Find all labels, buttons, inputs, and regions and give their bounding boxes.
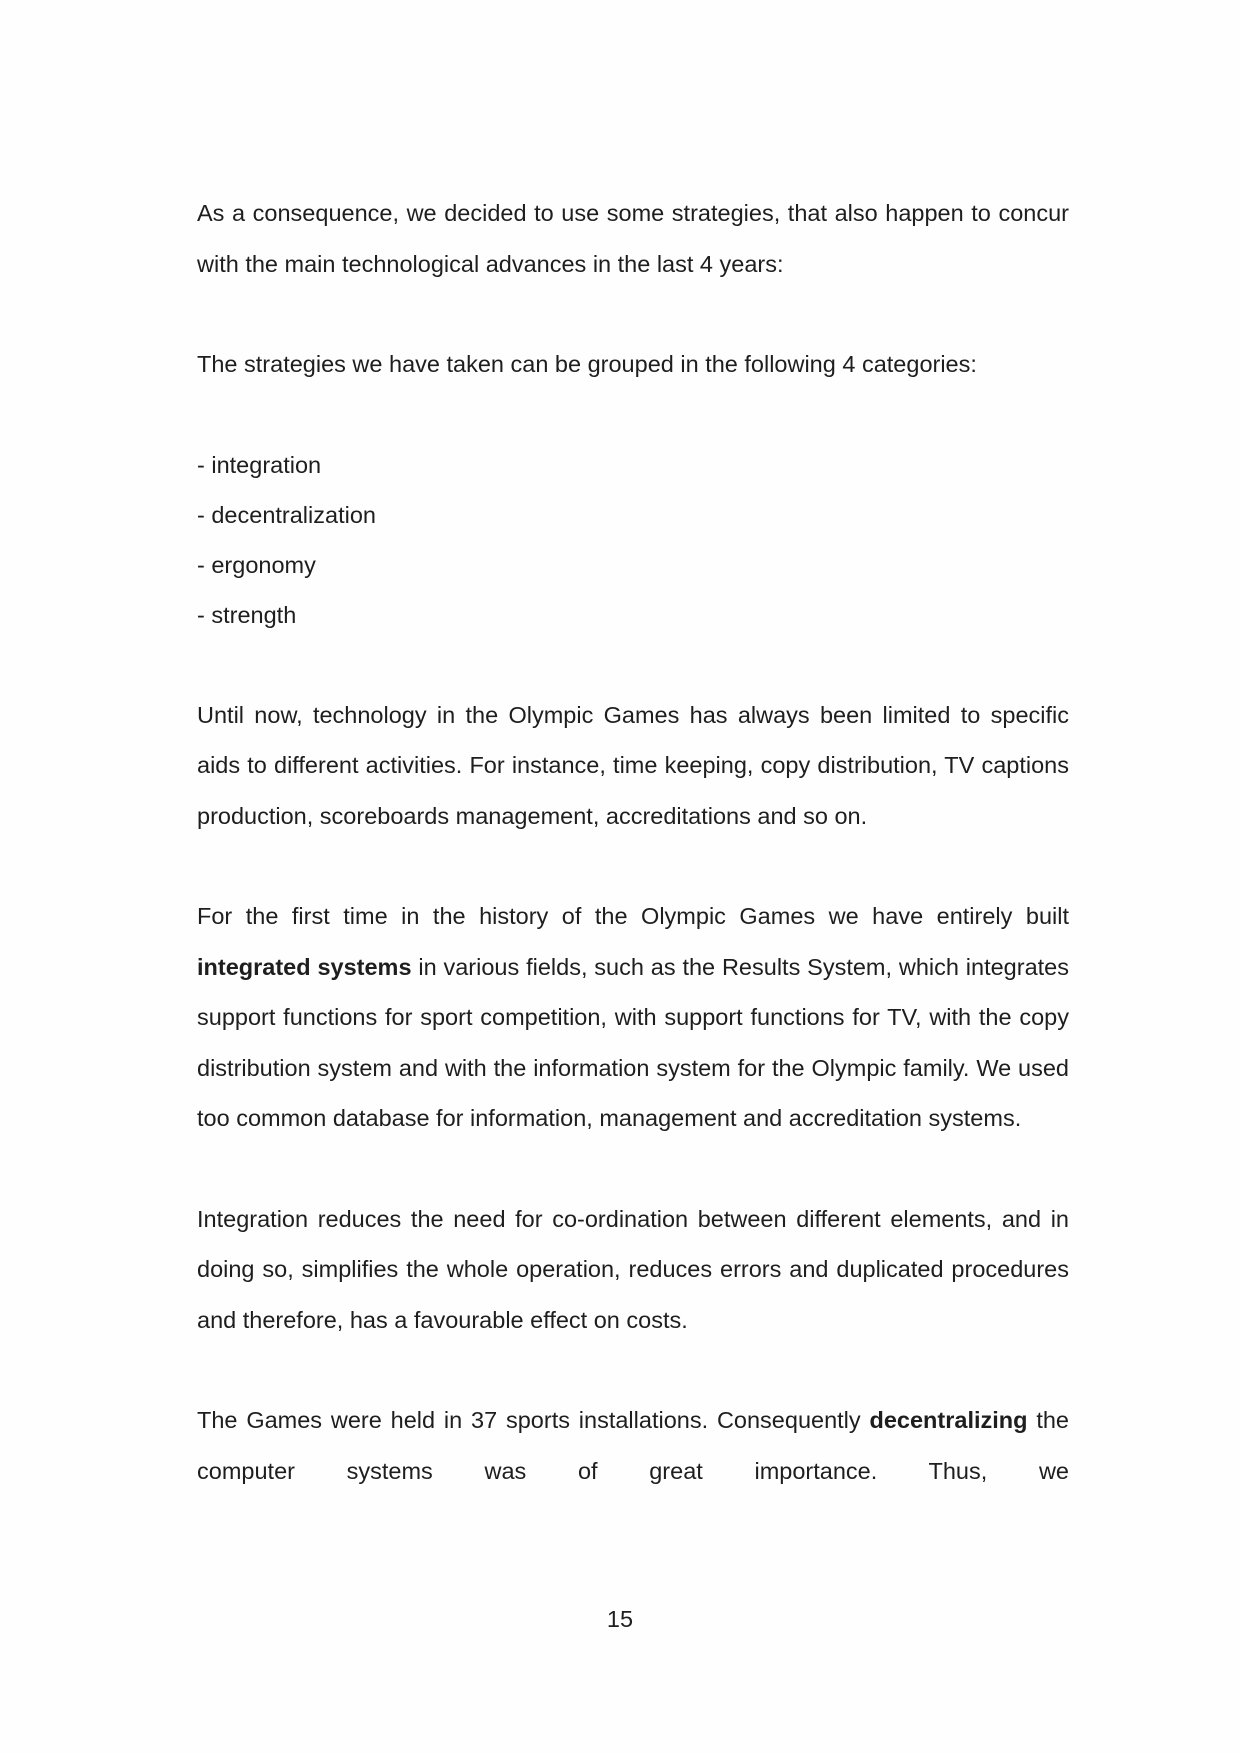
list-item: - integration — [197, 451, 322, 478]
list-item: - ergonomy — [197, 551, 316, 578]
paragraph-games — [197, 1395, 1069, 1496]
strategy-list — [197, 440, 1069, 640]
paragraph-integration: Integration reduces the need for co-ordination between different elements, and in doing so, simplifies the whole operation, reduces errors and duplicated procedures and therefore, has a favourable effect on costs. — [197, 1205, 1069, 1333]
text-span: For the first time in the history of the Olympic Games we have entirely built — [197, 903, 1069, 929]
text-span: the computer systems was of great importance. Thus, we — [197, 1407, 1069, 1484]
paragraph-strategies: The strategies we have taken can be grouped in the following 4 categories: — [197, 351, 977, 377]
text-span: The Games were held in 37 sports installations. Consequently — [197, 1407, 870, 1433]
page-number: 15 — [606, 1606, 634, 1632]
paragraph-first-time — [197, 891, 1069, 1144]
paragraph-consequence: As a consequence, we decided to use some strategies, that also happen to concur with the main technological advances in the last 4 years: — [197, 200, 1069, 277]
bold-term-decentralizing: decentralizing — [869, 1407, 1028, 1433]
list-item: - decentralization — [197, 501, 376, 528]
list-item: - strength — [197, 601, 297, 628]
page-body — [197, 188, 1069, 1496]
bold-term-integrated-systems: integrated systems — [197, 953, 412, 980]
text-span: in various fields, such as the Results System, which integrates support functions for sport competition, with support functions for TV, with the copy distribution system and with the information system for the Olympic family. We used too common database for information, management and accreditation systems. — [197, 953, 1070, 1131]
paragraph-until-now: Until now, technology in the Olympic Games has always been limited to specific aids to different activities. For instance, time keeping, copy distribution, TV captions production, scoreboards management, accreditations and so on. — [197, 701, 1069, 829]
